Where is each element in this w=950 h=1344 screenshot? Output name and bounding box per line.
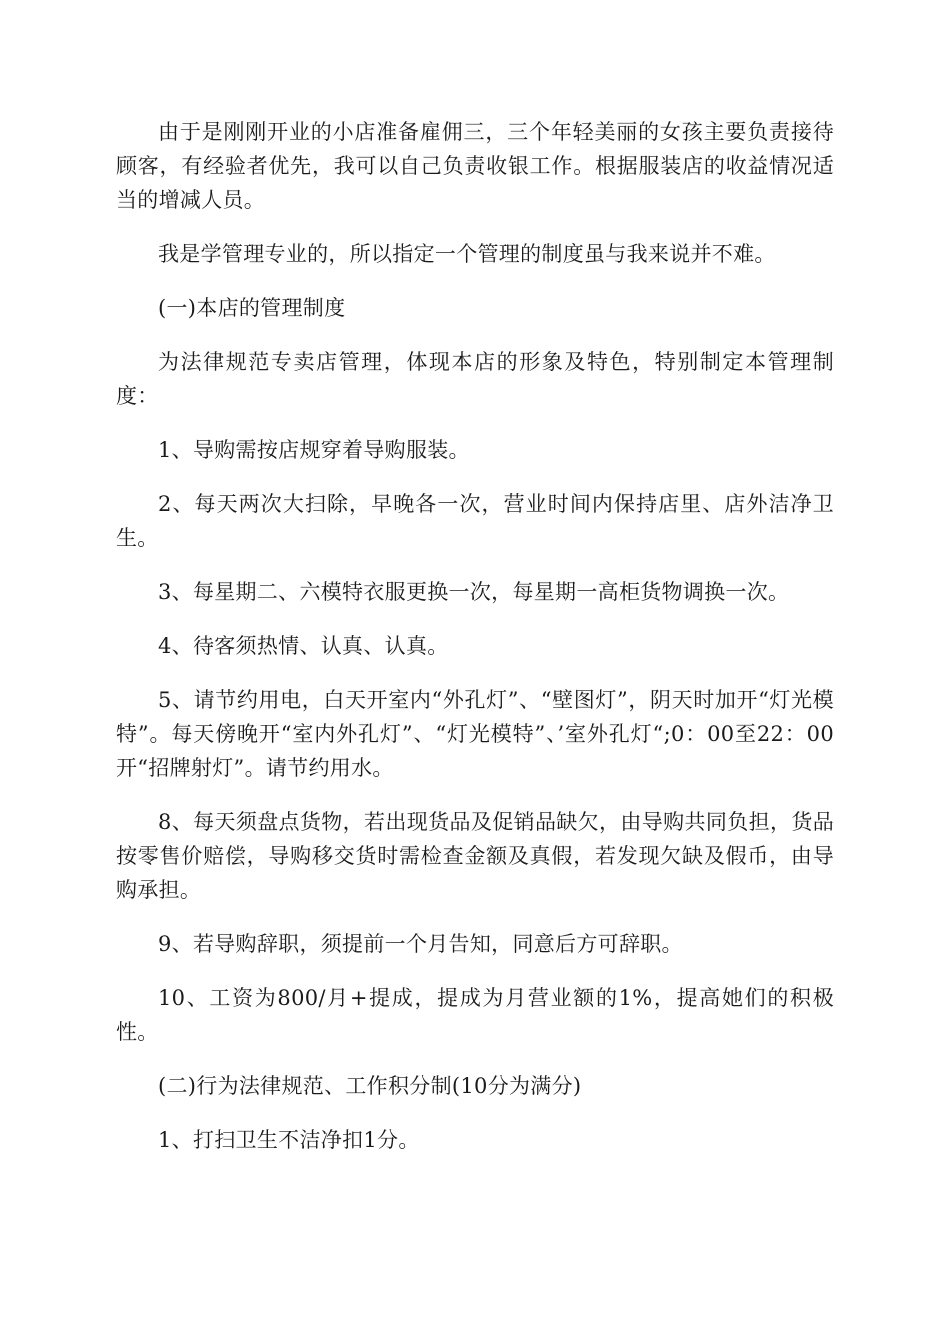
rule-item-2: 2、每天两次大扫除，早晚各一次，营业时间内保持店里、店外洁净卫生。	[116, 492, 834, 550]
rule-item-10: 10、工资为800/月+提成，提成为月营业额的1%，提高她们的积极性。	[116, 986, 834, 1044]
rule-item-3: 3、每星期二、六模特衣服更换一次，每星期一高柜货物调换一次。	[158, 580, 790, 604]
rule-item-9: 9、若导购辞职，须提前一个月告知，同意后方可辞职。	[158, 932, 683, 956]
rule-item-4: 4、待客须热情、认真、认真。	[158, 634, 449, 658]
points-item-1: 1、打扫卫生不洁净扣1分。	[158, 1128, 420, 1152]
rule-item-1: 1、导购需按店规穿着导购服装。	[158, 438, 470, 462]
paragraph-rules-intro: 为法律规范专卖店管理，体现本店的形象及特色，特别制定本管理制度：	[116, 350, 834, 408]
section-heading-store-rules: (一)本店的管理制度	[158, 296, 346, 320]
document-body	[116, 115, 834, 1177]
paragraph-management-major: 我是学管理专业的，所以指定一个管理的制度虽与我来说并不难。	[158, 242, 776, 266]
rule-item-5: 5、请节约用电，白天开室内“外孔灯”、“壁图灯”，阴天时加开“灯光模特”。每天傍晚开“室内外孔灯”、“灯光模特”、’室外孔灯“;0：00至22：00开“招牌射灯”。请节约用水。	[116, 688, 834, 780]
rule-item-8: 8、每天须盘点货物，若出现货品及促销品缺欠，由导购共同负担，货品按零售价赔偿，导购移交货时需检查金额及真假，若发现欠缺及假币，由导购承担。	[116, 810, 834, 902]
paragraph-staffing: 由于是刚刚开业的小店准备雇佣三，三个年轻美丽的女孩主要负责接待顾客，有经验者优先，我可以自己负责收银工作。根据服装店的收益情况适当的增减人员。	[116, 120, 834, 212]
section-heading-conduct-points: (二)行为法律规范、工作积分制(10分为满分)	[158, 1074, 582, 1098]
